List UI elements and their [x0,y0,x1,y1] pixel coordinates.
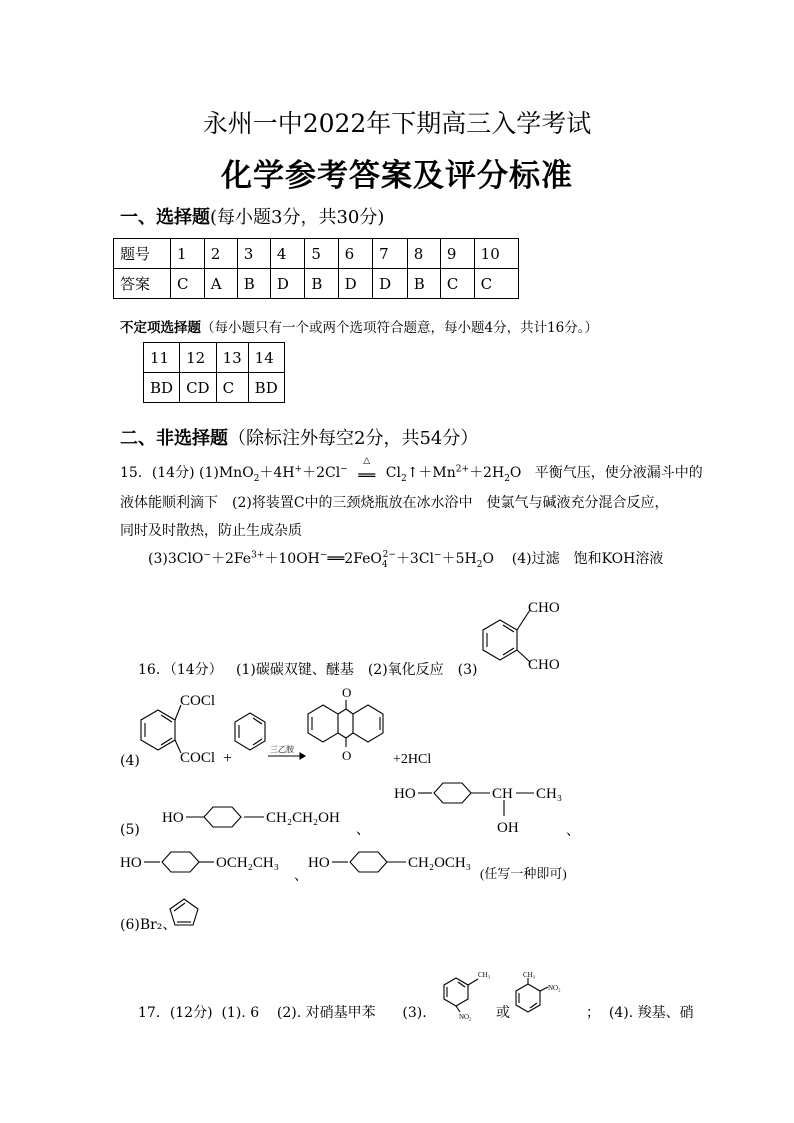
section2-note: （除标注外每空2分，共54分） [228,428,479,449]
table-row [144,373,285,403]
table-cell: 2 [204,239,237,269]
svg-text:CH₂OCH₃: CH₂OCH₃ [408,855,471,871]
svg-text:CHO: CHO [528,657,560,673]
q15-label: 15．(14分) [120,465,195,481]
svg-text:CH₃: CH₃ [478,971,491,979]
svg-text:+2HCl: +2HCl [393,752,432,767]
svg-text:CH₃: CH₃ [536,786,563,802]
phthalaldehyde-structure [470,592,590,682]
table-cell: 13 [216,343,248,373]
q15-line4: $(3)3ClO^-+2Fe^{3+}+10OH^-══2FeO_4^{2-}+3Cl^-+5H_2O$ (4)过滤 饱和KOH溶液 [148,550,664,570]
q17-line: 17．(12分) (1). 6 (2). 对硝基甲苯 (3). [138,1005,427,1021]
isomer-separator: 、 [566,823,580,839]
heat-arrow: △ ══ [358,455,376,484]
table-row [114,269,519,299]
q16-label: 16．（14分） [138,662,223,678]
answer-table-1 [113,238,519,299]
svg-text:HO: HO [308,855,330,871]
table-cell: 10 [474,239,518,269]
svg-text:、: 、 [294,869,308,884]
svg-text:COCl: COCl [180,750,216,766]
table-cell: 5 [305,239,338,269]
table-cell: C [474,269,518,299]
svg-text:OCH₂CH₃: OCH₂CH₃ [216,855,279,871]
section1-heading: 一、选择题(每小题3分，共30分) [120,207,385,228]
table-cell: B [407,269,440,299]
table-cell: D [270,269,305,299]
svg-text:CHO: CHO [528,600,560,616]
table-cell: 12 [180,343,217,373]
multi-note: （每小题只有一个或两个选项符合题意，每小题4分，共计16分。） [201,320,599,336]
table-cell: 9 [440,239,474,269]
q16-part5-label: (5) [120,822,140,838]
cyclopentadiene-structure [164,893,204,931]
svg-text:+: + [223,750,233,767]
svg-text:HO: HO [394,786,416,802]
q16-part6: (6)Br₂、 [120,917,177,933]
table-cell: 4 [270,239,305,269]
table-row [114,239,519,269]
answer-table-2 [143,342,285,403]
svg-text:HO: HO [162,810,184,826]
svg-text:NO₂: NO₂ [459,1013,472,1021]
svg-text:O: O [342,685,352,700]
isomer-3-4 [118,846,598,886]
table-cell: B [237,269,270,299]
svg-text:CH₂CH₂OH: CH₂CH₂OH [266,810,340,826]
table-cell: B [305,269,338,299]
table-cell: BD [144,373,180,403]
table-cell: 11 [144,343,180,373]
row-label: 题号 [114,239,171,269]
table-cell: 3 [237,239,270,269]
q17-label: 17．(12分) [138,1005,213,1021]
or-text: 或 [496,1005,510,1021]
svg-text:OH: OH [497,820,519,836]
table-cell: 1 [171,239,205,269]
q15-line2: 液体能顺利滴下 (2)将装置C中的三颈烧瓶放在冰水浴中 使氯气与碱液充分混合反应， [120,495,669,511]
row-label: 答案 [114,269,171,299]
exam-title: 永州一中2022年下期高三入学考试 [202,109,592,138]
svg-text:CH: CH [492,786,513,802]
q17-tail: ； (4). 羧基、硝 [586,1005,694,1021]
table-cell: 6 [338,239,373,269]
table-cell: 8 [407,239,440,269]
svg-text:COCl: COCl [180,693,216,709]
table-cell: BD [248,373,284,403]
section2-heading: 二、非选择题（除标注外每空2分，共54分） [120,428,479,449]
table-cell: 7 [373,239,408,269]
document-title: 化学参考答案及评分标准 [221,158,573,194]
table-cell: A [204,269,237,299]
svg-text:NO₂: NO₂ [548,984,561,992]
table-cell: CD [180,373,217,403]
o-nitrotoluene-structure [510,970,570,1015]
table-cell: C [440,269,474,299]
svg-text:三乙胺: 三乙胺 [270,745,294,754]
q15-line1: 15．(14分) (1)MnO$_2$＋4H+＋2Cl− △ ══ $Cl_2↑+Mn^{2+}+2H_2O$ 平衡气压，使分液漏斗中的 [120,455,703,484]
svg-text:HO: HO [120,855,142,871]
svg-text:、: 、 [356,823,370,838]
q15-line3: 同时及时散热，防止生成杂质 [120,523,302,539]
table-cell: D [373,269,408,299]
q16-part4-label: (4) [120,753,140,769]
table-cell: 14 [248,343,284,373]
q16-line1: 16．（14分） (1)碳碳双键、醚基 (2)氧化反应 (3) [138,662,478,678]
m-nitrotoluene-structure [432,966,492,1021]
svg-text:CH₃: CH₃ [523,971,536,979]
svg-text:(任写一种即可): (任写一种即可) [480,866,567,881]
reaction-scheme [128,685,458,775]
multi-heading: 不定项选择题（每小题只有一个或两个选项符合题意，每小题4分，共计16分。） [120,320,599,336]
table-cell: C [171,269,205,299]
table-row [144,343,285,373]
table-cell: C [216,373,248,403]
isomer-2 [392,778,592,838]
table-cell: D [338,269,373,299]
section1-note: (每小题3分，共30分) [210,207,385,228]
svg-text:O: O [342,748,352,763]
